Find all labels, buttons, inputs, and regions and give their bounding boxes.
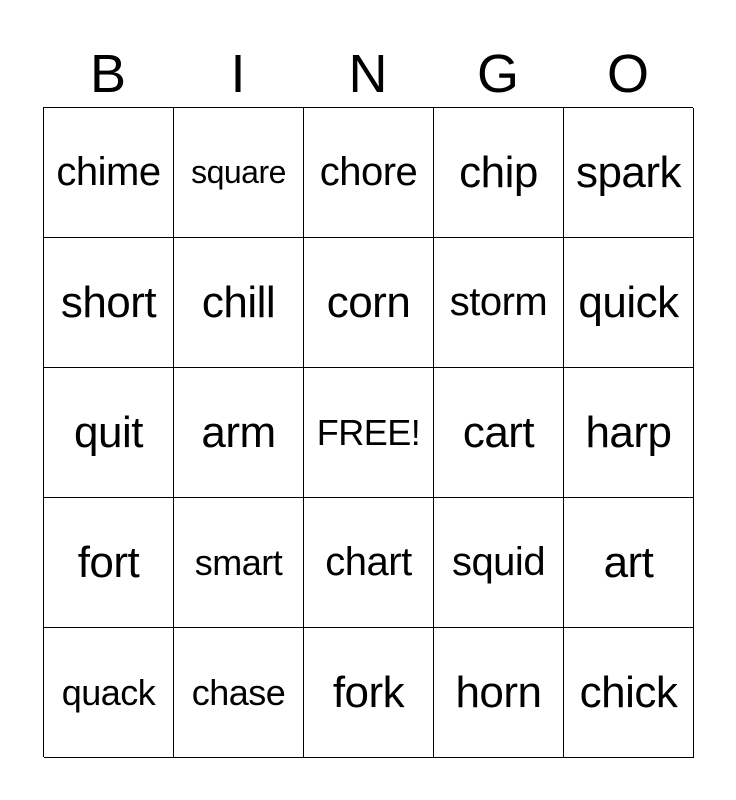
bingo-cell[interactable]: quick bbox=[564, 238, 694, 368]
bingo-cell[interactable]: chick bbox=[564, 628, 694, 758]
header-letter-g: G bbox=[476, 44, 519, 104]
bingo-cell[interactable]: chime bbox=[44, 108, 174, 238]
bingo-cell[interactable]: quack bbox=[44, 628, 174, 758]
bingo-cell[interactable]: corn bbox=[304, 238, 434, 368]
bingo-cell[interactable]: short bbox=[44, 238, 174, 368]
header-letter-b: B bbox=[89, 44, 127, 104]
bingo-cell[interactable]: spark bbox=[564, 108, 694, 238]
bingo-cell[interactable]: chip bbox=[434, 108, 564, 238]
header-letter-i: I bbox=[230, 44, 246, 104]
bingo-cell[interactable]: art bbox=[564, 498, 694, 628]
bingo-cell[interactable]: horn bbox=[434, 628, 564, 758]
bingo-cell[interactable]: arm bbox=[174, 368, 304, 498]
bingo-cell[interactable]: fort bbox=[44, 498, 174, 628]
header-letter-n: N bbox=[348, 44, 388, 104]
bingo-cell[interactable]: chart bbox=[304, 498, 434, 628]
bingo-cell[interactable]: cart bbox=[434, 368, 564, 498]
bingo-header bbox=[43, 40, 693, 108]
bingo-cell[interactable]: harp bbox=[564, 368, 694, 498]
bingo-cell[interactable]: chill bbox=[174, 238, 304, 368]
bingo-cell[interactable]: square bbox=[174, 108, 304, 238]
bingo-cell[interactable]: squid bbox=[434, 498, 564, 628]
bingo-cell[interactable]: storm bbox=[434, 238, 564, 368]
bingo-board bbox=[43, 107, 693, 757]
free-space-cell[interactable]: FREE! bbox=[304, 368, 434, 498]
bingo-cell[interactable]: chore bbox=[304, 108, 434, 238]
header-letter-o: O bbox=[606, 44, 649, 104]
bingo-cell[interactable]: fork bbox=[304, 628, 434, 758]
bingo-cell[interactable]: quit bbox=[44, 368, 174, 498]
bingo-cell[interactable]: chase bbox=[174, 628, 304, 758]
bingo-cell[interactable]: smart bbox=[174, 498, 304, 628]
